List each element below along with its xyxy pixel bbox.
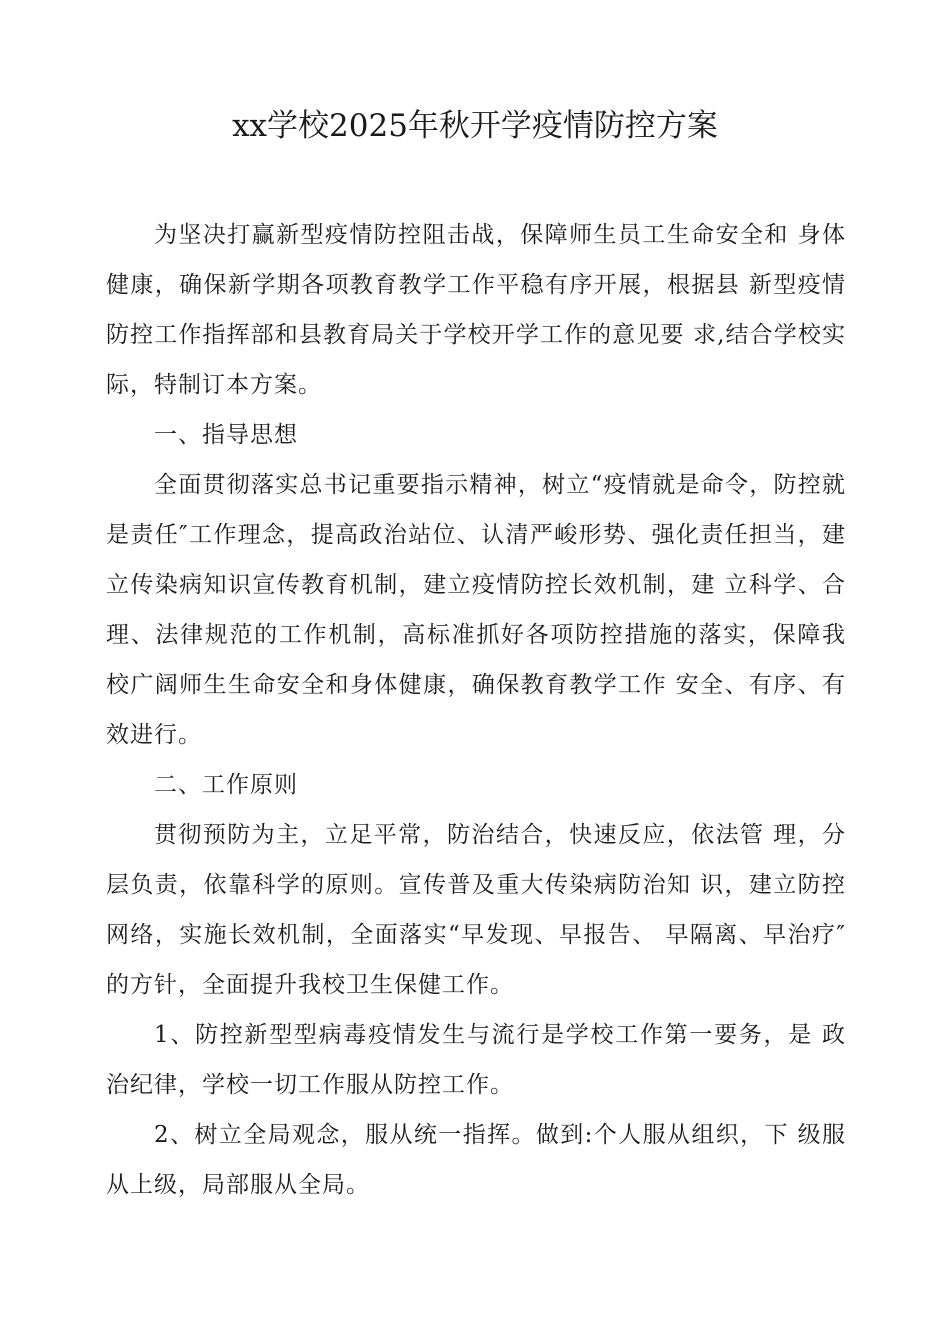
section-heading-guiding-ideology: 一、指导思想 <box>154 422 298 448</box>
guiding-ideology-paragraph: 全面贯彻落实总书记重要指示精神，树立“疫情就是命令，防控就是责任″工作理念，提高政治站位、认清严峻形势、强化责任担当，建立传染病知识宣传教育机制，建立疫情防控长效机制，建 立科学、合理、法律规范的工作机制，高标准抓好各项防控措施的落实，保障我校广阔师生生命安全和身体健康，确保教育教学工作 安全、有序、有效进行。 <box>106 472 846 748</box>
work-principles-paragraph: 贯彻预防为主，立足平常，防治结合，快速反应，依法管 理，分层负责，依靠科学的原则。宣传普及重大传染病防治知 识，建立防控网络，实施长效机制，全面落实“早发现、早报告、 早隔离、早治疗″的方针，全面提升我校卫生保健工作。 <box>106 822 846 998</box>
principle-item-2: 2、树立全局观念，服从统一指挥。做到:个人服从组织，下 级服从上级，局部服从全局。 <box>106 1122 846 1198</box>
section-heading-work-principles: 二、工作原则 <box>154 772 298 798</box>
intro-paragraph: 为坚决打赢新型疫情防控阻击战，保障师生员工生命安全和 身体健康，确保新学期各项教育教学工作平稳有序开展，根据县 新型疫情防控工作指挥部和县教育局关于学校开学工作的意见要 求,结合学校实际，特制订本方案。 <box>106 222 846 398</box>
document-title: xx学校2025年秋开学疫情防控方案 <box>232 108 718 144</box>
principle-item-1: 1、防控新型型病毒疫情发生与流行是学校工作第一要务，是 政治纪律，学校一切工作服从防控工作。 <box>106 1022 846 1098</box>
document-body <box>106 210 846 1210</box>
